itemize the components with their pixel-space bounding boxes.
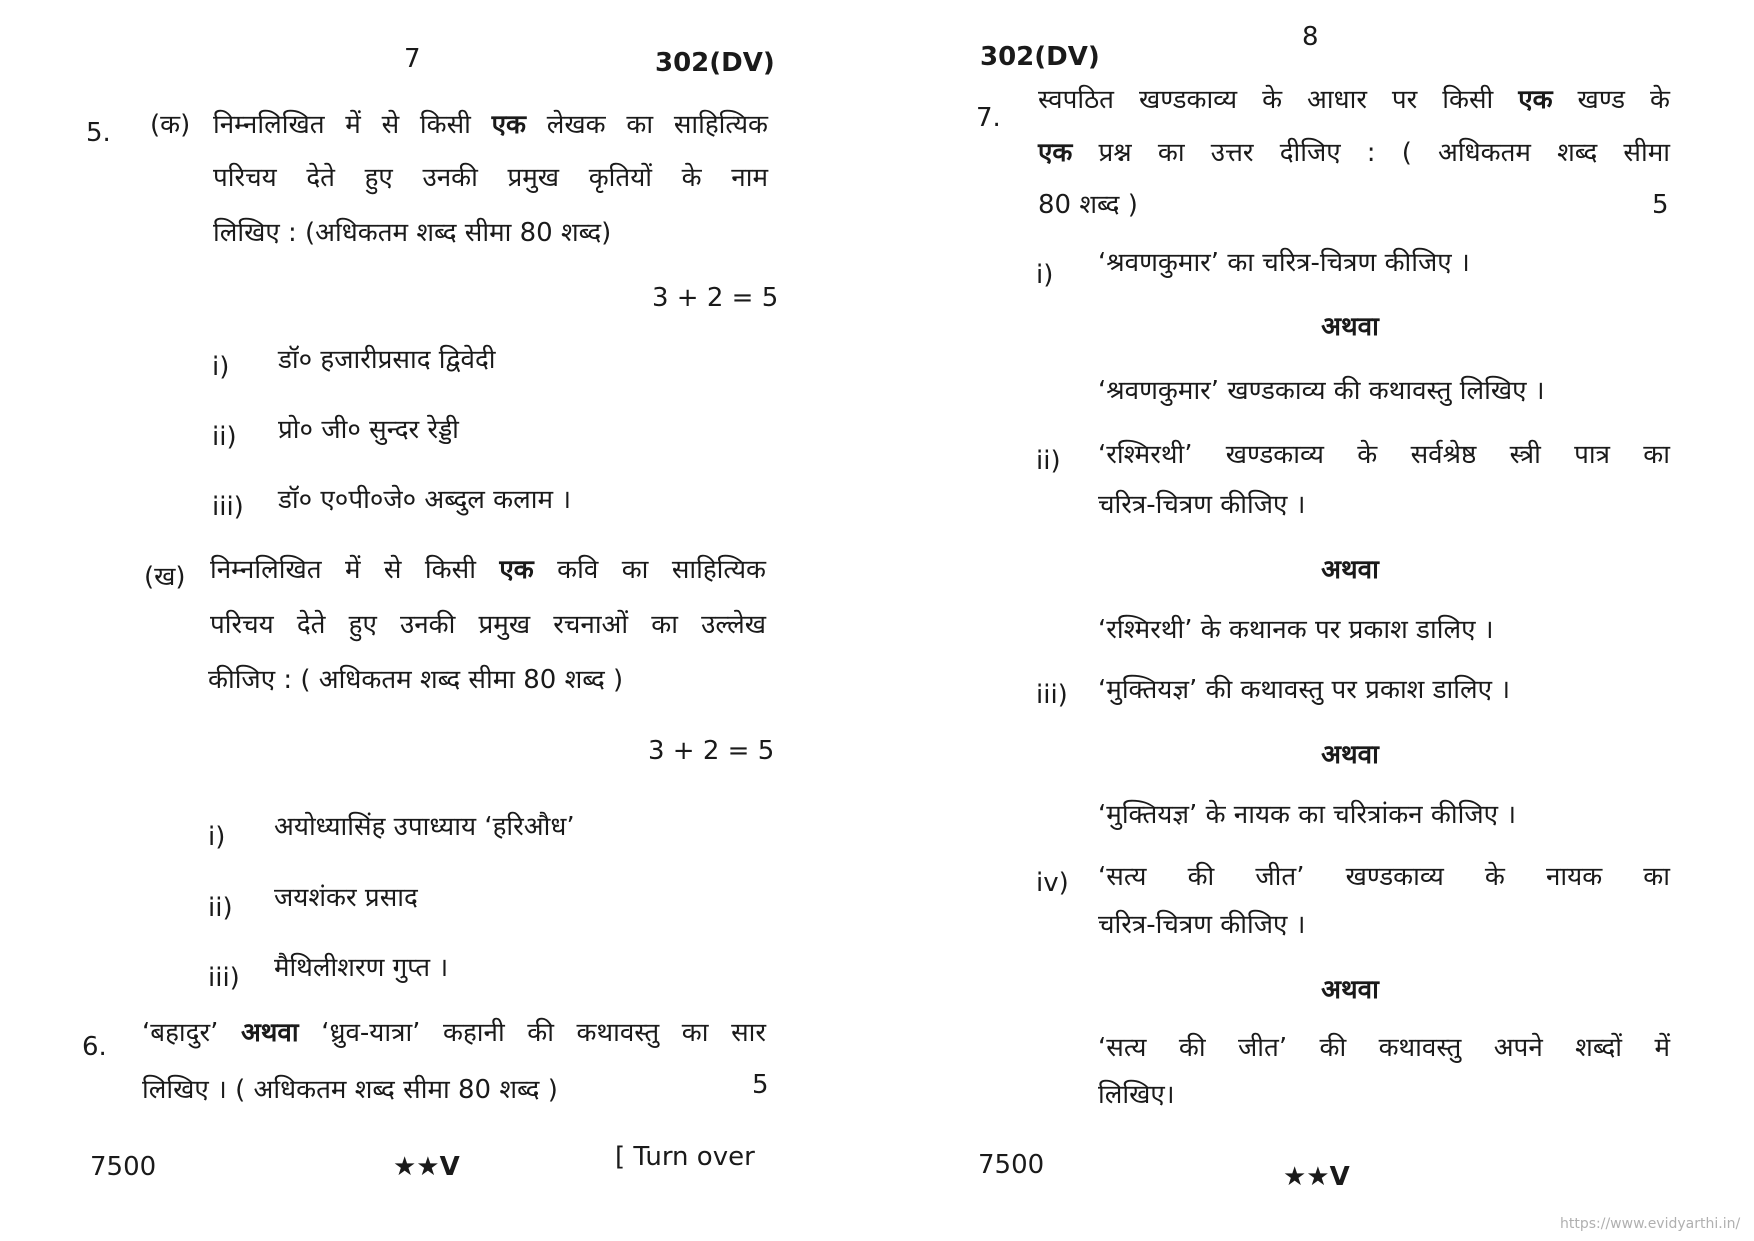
question-line: 80 शब्द ) — [1038, 190, 1138, 220]
footer-stars: ★★V — [393, 1152, 460, 1182]
question-number: 7. — [976, 103, 1001, 133]
marks: 3 + 2 = 5 — [648, 736, 775, 766]
turn-over: [ Turn over — [615, 1142, 755, 1172]
athva-label: अथवा — [1321, 312, 1379, 342]
question-line: निम्नलिखित में से किसी एक लेखक का साहित्यिक — [213, 110, 768, 140]
part-number: ii) — [1036, 446, 1061, 476]
paper-code: 302(DV) — [655, 48, 775, 78]
item-number: iii) — [208, 963, 240, 993]
item-number: ii) — [212, 422, 237, 452]
part-alternative: ‘श्रवणकुमार’ खण्डकाव्य की कथावस्तु लिखिए । — [1098, 376, 1545, 406]
question-line: परिचय देते हुए उनकी प्रमुख कृतियों के नाम — [213, 163, 768, 193]
footer-stars: ★★V — [1283, 1162, 1350, 1192]
page-number: 7 — [404, 44, 421, 74]
part-number: iv) — [1036, 868, 1069, 898]
sub-label: (ख) — [144, 562, 186, 592]
part-number: i) — [1036, 260, 1054, 290]
part-question: ‘रश्मिरथी’ खण्डकाव्य के सर्वश्रेष्ठ स्त्री पात्र का — [1098, 440, 1670, 470]
paper-code: 302(DV) — [980, 42, 1100, 72]
marks: 5 — [1652, 190, 1669, 220]
part-question: ‘सत्य की जीत’ खण्डकाव्य के नायक का — [1098, 862, 1670, 892]
question-line: परिचय देते हुए उनकी प्रमुख रचनाओं का उल्लेख — [210, 610, 766, 640]
question-line: निम्नलिखित में से किसी एक कवि का साहित्यिक — [210, 555, 767, 585]
poet-name: जयशंकर प्रसाद — [274, 883, 418, 913]
item-number: i) — [208, 822, 226, 852]
question-line: लिखिए : (अधिकतम शब्द सीमा 80 शब्द) — [213, 218, 612, 248]
author-name: डॉ० हजारीप्रसाद द्विवेदी — [278, 345, 496, 375]
part-question: चरित्र-चित्रण कीजिए । — [1098, 490, 1306, 520]
question-line: कीजिए : ( अधिकतम शब्द सीमा 80 शब्द ) — [208, 665, 624, 695]
part-alternative: लिखिए। — [1098, 1080, 1175, 1110]
poet-name: अयोध्यासिंह उपाध्याय ‘हरिऔध’ — [274, 812, 575, 842]
question-line: एक प्रश्न का उत्तर दीजिए : ( अधिकतम शब्द सीमा — [1038, 138, 1670, 168]
sub-label: (क) — [150, 110, 191, 140]
part-alternative: ‘सत्य की जीत’ की कथावस्तु अपने शब्दों में — [1098, 1033, 1670, 1063]
author-name: प्रो० जी० सुन्दर रेड्डी — [278, 415, 459, 445]
question-line: स्वपठित खण्डकाव्य के आधार पर किसी एक खण्ड के — [1038, 85, 1670, 115]
item-number: ii) — [208, 893, 233, 923]
marks: 5 — [752, 1070, 769, 1100]
question-number: 6. — [82, 1032, 107, 1062]
part-question: चरित्र-चित्रण कीजिए । — [1098, 910, 1306, 940]
part-alternative: ‘मुक्तियज्ञ’ के नायक का चरित्रांकन कीजिए । — [1098, 800, 1517, 830]
footer-code: 7500 — [978, 1150, 1045, 1180]
question-line: लिखिए । ( अधिकतम शब्द सीमा 80 शब्द ) — [142, 1075, 558, 1105]
part-alternative: ‘रश्मिरथी’ के कथानक पर प्रकाश डालिए । — [1098, 615, 1494, 645]
watermark-url: https://www.evidyarthi.in/ — [1560, 1216, 1741, 1232]
athva-label: अथवा — [1321, 975, 1379, 1005]
marks: 3 + 2 = 5 — [652, 283, 779, 313]
item-number: iii) — [212, 492, 244, 522]
athva-label: अथवा — [1321, 740, 1379, 770]
item-number: i) — [212, 352, 230, 382]
author-name: डॉ० ए०पी०जे० अब्दुल कलाम । — [278, 485, 572, 515]
part-question: ‘श्रवणकुमार’ का चरित्र-चित्रण कीजिए । — [1098, 248, 1470, 278]
poet-name: मैथिलीशरण गुप्त । — [274, 953, 449, 983]
footer-code: 7500 — [90, 1152, 157, 1182]
part-question: ‘मुक्तियज्ञ’ की कथावस्तु पर प्रकाश डालिए । — [1098, 675, 1511, 705]
page-number: 8 — [1302, 22, 1319, 52]
athva-label: अथवा — [1321, 555, 1379, 585]
question-number: 5. — [86, 118, 111, 148]
part-number: iii) — [1036, 680, 1068, 710]
question-line: ‘बहादुर’ अथवा ‘ध्रुव-यात्रा’ कहानी की कथावस्तु का सार — [142, 1018, 767, 1048]
